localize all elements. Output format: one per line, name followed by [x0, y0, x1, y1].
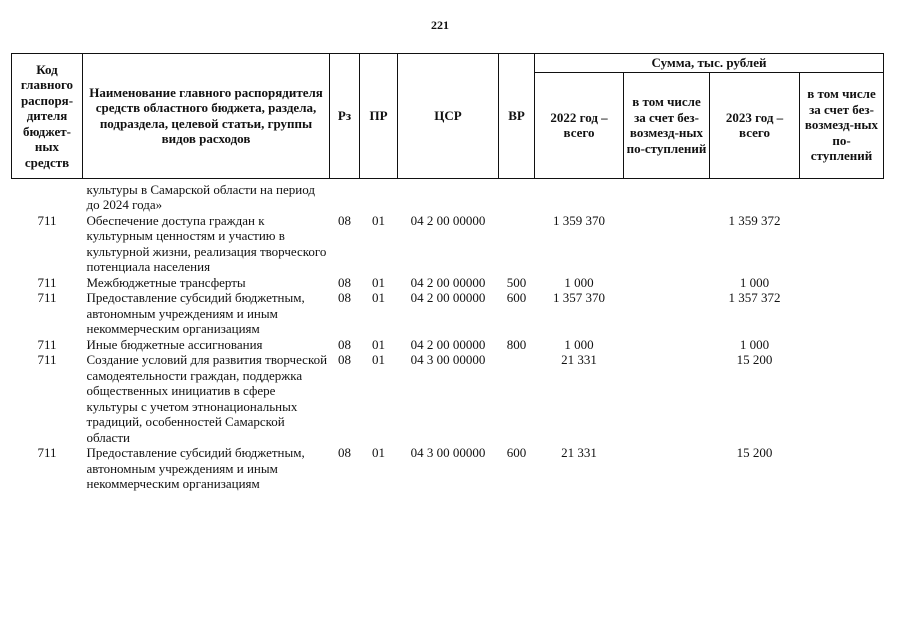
cell-rz: 08 [338, 290, 351, 305]
cell-vr [499, 213, 535, 275]
budget-table [11, 53, 884, 492]
cell-incl-2022 [624, 290, 710, 337]
cell-code: 711 [37, 352, 57, 367]
cell-vr [499, 352, 535, 445]
cell-incl-2022 [624, 337, 710, 353]
cell-total-2023: 1 359 372 [728, 212, 781, 228]
cell-pr: 01 [372, 445, 385, 460]
cell-csr: 04 2 00 00000 [410, 274, 486, 290]
cell-total-2023: 1 357 372 [728, 290, 781, 305]
cell-csr: 04 2 00 00000 [410, 290, 486, 305]
header-sum-group: Сумма, тыс. рублей [535, 54, 884, 73]
cell-rz: 08 [338, 352, 351, 367]
cell-incl-2022 [624, 213, 710, 275]
cell-csr: 04 2 00 00000 [410, 212, 486, 228]
cell-csr [398, 182, 499, 213]
header-rz: Рз [330, 54, 360, 179]
cell-total-2023 [710, 182, 800, 213]
cell-pr: 01 [372, 290, 385, 305]
cell-code: 711 [37, 445, 57, 460]
cell-code: 711 [37, 336, 57, 352]
header-name: Наименование главного распорядителя средств областного бюджета, раздела, подраздела, целевой статьи, группы видов расходов [83, 54, 330, 179]
cell-total-2022: 21 331 [561, 445, 597, 460]
cell-rz: 08 [338, 336, 351, 352]
header-incl-2023: в том числе за счет без-возмезд-ных по-ступлений [800, 72, 884, 178]
cell-name: Межбюджетные трансферты [86, 274, 246, 290]
cell-incl-2023 [800, 352, 884, 445]
cell-incl-2022 [624, 352, 710, 445]
cell-rz: 08 [338, 274, 351, 290]
cell-vr [499, 182, 535, 213]
header-total-2022: 2022 год – всего [535, 72, 624, 178]
cell-incl-2023 [800, 182, 884, 213]
cell-pr: 01 [372, 336, 385, 352]
cell-incl-2022 [624, 275, 710, 291]
page-number: 221 [431, 18, 449, 32]
header-csr: ЦСР [398, 54, 499, 179]
cell-total-2023: 15 200 [736, 352, 773, 367]
cell-name: Создание условий для развития творческой самодеятельности граждан, поддержка общественных инициатив в сфере культуры с учетом этнонациональных традиций, особенностей Самарской области [86, 352, 328, 445]
cell-csr: 04 2 00 00000 [410, 336, 486, 352]
cell-pr: 01 [372, 352, 385, 367]
cell-rz: 08 [338, 445, 351, 460]
cell-total-2023: 1 000 [739, 336, 770, 352]
cell-total-2023: 1 000 [739, 274, 770, 290]
cell-incl-2022 [624, 445, 710, 492]
cell-incl-2023 [800, 290, 884, 337]
cell-code: 711 [37, 212, 57, 228]
cell-total-2022: 1 000 [564, 336, 594, 352]
cell-code: 711 [37, 290, 57, 305]
cell-csr: 04 3 00 00000 [410, 445, 486, 460]
cell-name: культуры в Самарской области на период до 2024 года» [86, 181, 315, 212]
cell-name: Предоставление субсидий бюджетным, автономным учреждениям и иным некоммерческим организациям [86, 445, 305, 491]
table-row [12, 352, 884, 445]
cell-incl-2022 [624, 182, 710, 213]
cell-csr: 04 3 00 00000 [410, 352, 486, 367]
cell-vr: 800 [506, 336, 527, 352]
cell-name: Иные бюджетные ассигнования [86, 336, 263, 352]
table-header [12, 54, 884, 179]
table-row [12, 213, 884, 275]
cell-rz: 08 [338, 212, 351, 228]
cell-name: Обеспечение доступа граждан к культурным ценностям и участию в культурной жизни, реализация творческого потенциала населения [86, 212, 327, 274]
cell-pr [360, 182, 398, 213]
table-row [12, 445, 884, 492]
cell-total-2023: 15 200 [736, 445, 773, 460]
cell-total-2022 [535, 182, 624, 213]
cell-vr: 500 [506, 274, 527, 290]
header-incl-2022: в том числе за счет без-возмезд-ных по-ступлений [624, 72, 710, 178]
cell-total-2022: 1 000 [564, 274, 594, 290]
cell-incl-2023 [800, 213, 884, 275]
cell-code: 711 [37, 274, 57, 290]
header-total-2023: 2023 год – всего [710, 72, 800, 178]
header-code: Код главного распоря-дителя бюджет-ных средств [12, 54, 83, 179]
cell-name: Предоставление субсидий бюджетным, автономным учреждениям и иным некоммерческим организациям [86, 290, 305, 336]
cell-incl-2023 [800, 445, 884, 492]
table-row [12, 337, 884, 353]
cell-code [12, 182, 83, 213]
cell-pr: 01 [372, 212, 385, 228]
cell-pr: 01 [372, 274, 385, 290]
cell-total-2022: 1 359 370 [553, 212, 605, 228]
cell-incl-2023 [800, 275, 884, 291]
cell-total-2022: 1 357 370 [553, 290, 605, 305]
cell-total-2022: 21 331 [561, 352, 597, 367]
header-vr: ВР [499, 54, 535, 179]
table-row [12, 290, 884, 337]
cell-incl-2023 [800, 337, 884, 353]
table-body [12, 178, 884, 492]
header-pr: ПР [360, 54, 398, 179]
cell-vr: 600 [506, 445, 527, 460]
table-row [12, 182, 884, 213]
table-row [12, 275, 884, 291]
cell-vr: 600 [506, 290, 527, 305]
cell-rz [330, 182, 360, 213]
